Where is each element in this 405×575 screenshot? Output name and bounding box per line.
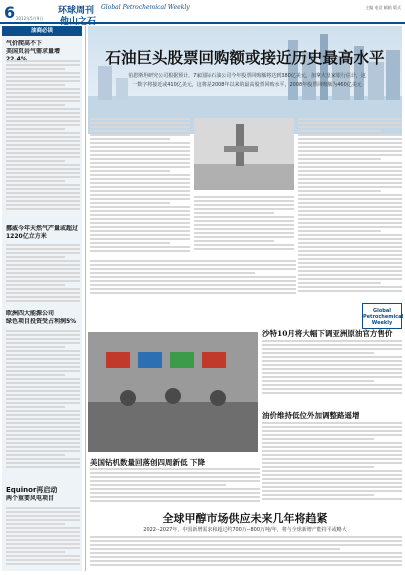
oil-rig-photo <box>194 118 294 190</box>
page-number: 6 <box>4 3 16 22</box>
issue-date: 2012年5月9日 <box>16 16 44 21</box>
sidebar-body <box>6 60 80 220</box>
story-body <box>90 536 402 571</box>
publication-name: Global Petrochemical Weekly <box>101 4 190 11</box>
sidebar-item-title: 欧洲四大能源公司 <box>6 310 55 317</box>
lead-body-column <box>90 118 190 256</box>
meeting-photo <box>88 332 258 452</box>
sidebar-item-title: 绿色项目投资受占利润5% <box>6 318 77 325</box>
sidebar-item-title: 美国页岩气需求量增 <box>6 48 61 55</box>
story-body <box>262 340 402 402</box>
story-body <box>90 468 260 508</box>
story-headline: 油价维持低位外加调整路遥增 <box>262 411 360 420</box>
badge-label: Global Petrochemical Weekly <box>363 308 404 326</box>
lead-body-column <box>194 196 294 256</box>
masthead-meta: 主编 电话 邮箱 版式 <box>365 5 401 10</box>
lead-body-column <box>90 260 296 300</box>
story-headline: 全球甲醇市场供应未来几年将趋紧 <box>162 512 328 525</box>
masthead-rule <box>0 22 405 24</box>
sidebar-item-title: 两个重要风电项目 <box>6 495 55 502</box>
sidebar-body <box>6 507 80 569</box>
column-divider <box>85 26 86 571</box>
sidebar-body <box>6 244 80 308</box>
story-body <box>262 422 402 502</box>
story-deck: 2022--2027年，中国新增需求和超过约700万--800万吨/年，将与全球新增产能持平或略大 <box>143 527 347 533</box>
lead-subhead: 伯恩斯坦研究公司根据预计，7家国际石油公司今年股票回购额将达到380亿美元，加拿大皇家银行估计，这一数字将接近或410亿美元，这将是2008年以来的最高股票回购水平，2008年股票回购额为460亿美元 <box>128 73 366 88</box>
sidebar-item-title: 气价爬高不下 <box>6 40 43 47</box>
sidebar-item-title: 挪威今年天然气产量或超过1220亿立方米 <box>6 225 79 240</box>
sidebar-item-title: Equinor再启动 <box>6 486 58 494</box>
publication-badge <box>362 303 402 329</box>
lead-body-column <box>298 118 402 298</box>
story-headline: 美国钻机数量回落创四周新低 下降 <box>90 458 206 467</box>
story-headline: 沙特10月将大幅下调亚洲原油官方售价 <box>262 329 393 338</box>
section-title: 环球周刊 <box>58 6 95 16</box>
sidebar-body <box>6 330 80 480</box>
lead-headline: 石油巨头股票回购额或接近历史最高水平 <box>105 48 385 67</box>
sidebar-head: 油商必读 <box>2 26 82 36</box>
